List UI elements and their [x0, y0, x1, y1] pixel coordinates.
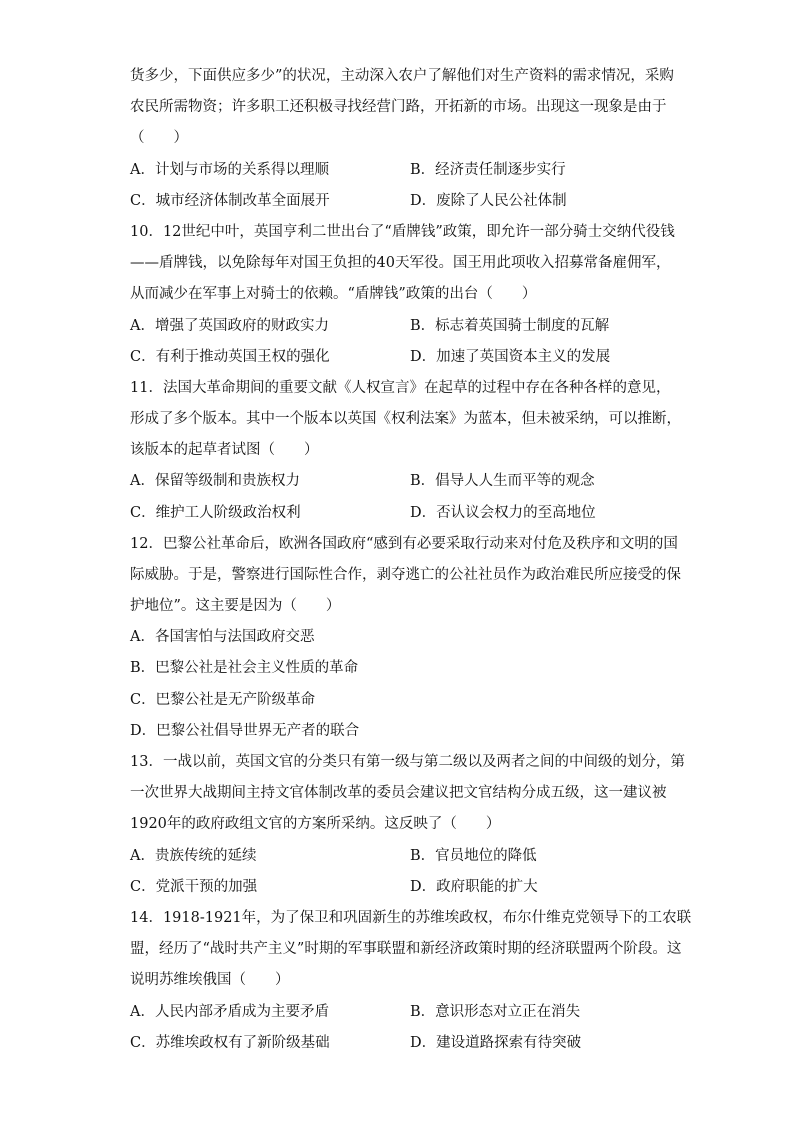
question-10-text-line-1: 10．12世纪中叶，英国亨利二世出台了“盾牌钱”政策，即允许一部分骑士交纳代役钱: [130, 224, 675, 240]
question-9-option-d[interactable]: D．废除了人民公社体制: [410, 193, 567, 209]
question-12-option-d[interactable]: D．巴黎公社倡导世界无产者的联合: [130, 723, 360, 739]
question-14-text-line-2: 盟，经历了“战时共产主义”时期的军事联盟和新经济政策时期的经济联盟两个阶段。这: [130, 941, 682, 957]
question-13-option-a[interactable]: A．贵族传统的延续: [130, 848, 257, 864]
question-10-text-line-3: 从而减少在军事上对骑士的依赖。“盾牌钱”政策的出台（ ）: [130, 286, 537, 302]
question-9-text-line-1: 货多少，下面供应多少”的状况，主动深入农户了解他们对生产资料的需求情况，采购: [130, 68, 674, 84]
question-14-option-c[interactable]: C．苏维埃政权有了新阶级基础: [130, 1035, 330, 1051]
question-11-option-b[interactable]: B．倡导人人生而平等的观念: [410, 473, 595, 489]
question-10-text-line-2: ——盾牌钱，以免除每年对国王负担的40天军役。国王用此项收入招募常备雇佣军，: [130, 255, 671, 271]
question-13-text-line-1: 13．一战以前，英国文官的分类只有第一级与第二级以及两者之间的中间级的划分，第: [130, 754, 685, 770]
question-11-option-c[interactable]: C．维护工人阶级政治权利: [130, 505, 301, 521]
question-11-text-line-3: 该版本的起草者试图（ ）: [130, 442, 319, 458]
question-12-option-a[interactable]: A．各国害怕与法国政府交恶: [130, 629, 315, 645]
question-12-option-b[interactable]: B．巴黎公社是社会主义性质的革命: [130, 660, 359, 676]
question-12-text-line-1: 12．巴黎公社革命后，欧洲各国政府“感到有必要采取行动来对付危及秩序和文明的国: [130, 536, 678, 552]
question-11-option-d[interactable]: D．否认议会权力的至高地位: [410, 505, 596, 521]
question-11-option-a[interactable]: A．保留等级制和贵族权力: [130, 473, 300, 489]
question-9-text-line-2: 农民所需物资；许多职工还积极寻找经营门路，开拓新的市场。出现这一现象是由于: [130, 99, 667, 115]
question-12-text-line-2: 际威胁。于是，警察进行国际性合作，剥夺逃亡的公社社员作为政治难民所应接受的保: [130, 567, 681, 583]
question-14-text-line-3: 说明苏维埃俄国（ ）: [130, 972, 290, 988]
question-11-text-line-1: 11．法国大革命期间的重要文献《人权宣言》在起草的过程中存在各种各样的意见，: [130, 380, 671, 396]
question-14-option-b[interactable]: B．意识形态对立正在消失: [410, 1004, 581, 1020]
question-13-option-b[interactable]: B．官员地位的降低: [410, 848, 537, 864]
question-11-text-line-2: 形成了多个版本。其中一个版本以英国《权利法案》为蓝本，但未被采纳，可以推断，: [130, 411, 681, 427]
question-13-option-c[interactable]: C．党派干预的加强: [130, 879, 258, 895]
question-13-text-line-2: 一次世界大战期间主持文官体制改革的委员会建议把文官结构分成五级，这一建议被: [130, 785, 667, 801]
question-10-option-c[interactable]: C．有利于推动英国王权的强化: [130, 349, 330, 365]
question-14-text-line-1: 14．1918-1921年，为了保卫和巩固新生的苏维埃政权，布尔什维克党领导下的工农联: [130, 910, 692, 926]
question-14-option-a[interactable]: A．人民内部矛盾成为主要矛盾: [130, 1004, 329, 1020]
question-10-option-b[interactable]: B．标志着英国骑士制度的瓦解: [410, 318, 610, 334]
question-13-option-d[interactable]: D．政府职能的扩大: [410, 879, 538, 895]
question-9-option-c[interactable]: C．城市经济体制改革全面展开: [130, 193, 330, 209]
question-9-option-b[interactable]: B．经济责任制逐步实行: [410, 162, 566, 178]
question-13-text-line-3: 1920年的政府政组文官的方案所采纳。这反映了（ ）: [130, 816, 501, 832]
question-14-option-d[interactable]: D．建设道路探索有待突破: [410, 1035, 582, 1051]
question-9-text-line-3: （ ）: [130, 130, 188, 146]
question-9-option-a[interactable]: A．计划与市场的关系得以理顺: [130, 162, 329, 178]
question-10-option-a[interactable]: A．增强了英国政府的财政实力: [130, 318, 329, 334]
question-12-text-line-3: 护地位”。这主要是因为（ ）: [130, 598, 341, 614]
question-10-option-d[interactable]: D．加速了英国资本主义的发展: [410, 349, 611, 365]
question-12-option-c[interactable]: C．巴黎公社是无产阶级革命: [130, 692, 316, 708]
